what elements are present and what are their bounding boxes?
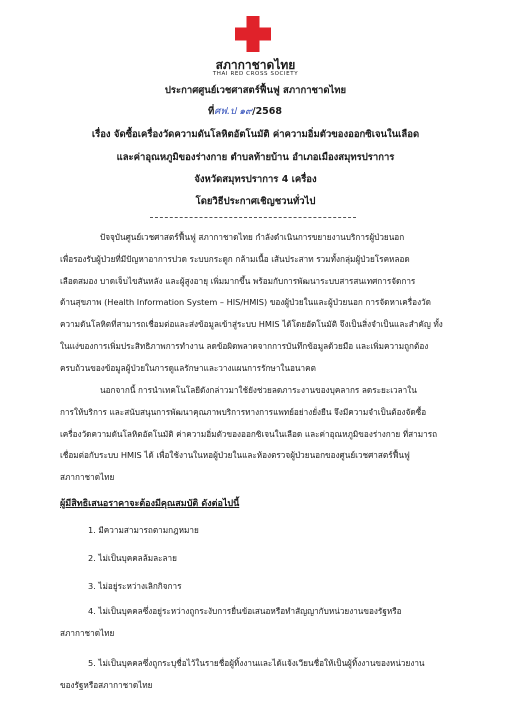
doc-number-handwritten: ศฟ.ป ๑๙: [214, 106, 253, 117]
paragraph-line: ความดันโลหิตที่สามารถเชื่อมต่อและส่งข้อมูลเข้าสู่ระบบ HMIS ได้โดยอัตโนมัติ จึงเป็นสิ่งจำเป็นและสำคัญ ทั้ง: [60, 319, 443, 330]
list-item-text: 5. ไม่เป็นบุคคลซึ่งถูกระบุชื่อไว้ในรายชื่อผู้ทิ้งงานและได้แจ้งเวียนชื่อให้เป็นผู้ทิ้งงานของหน่วยงาน: [88, 658, 425, 668]
org-name-en: THAI RED CROSS SOCIETY: [212, 71, 299, 77]
paragraph-line: เลือดสมอง บาดเจ็บไขสันหลัง และผู้สูงอายุ เพิ่มมากขึ้น พร้อมกับการพัฒนาระบบสารสนเทศการจัดการ: [60, 275, 416, 286]
qualifications-heading: ผู้มีสิทธิเสนอราคาจะต้องมีคุณสมบัติ ดังต่อไปนี้: [60, 499, 240, 509]
document-number: [208, 104, 282, 119]
paragraph-line: ในแง่ของการเพิ่มประสิทธิภาพการทำงาน ลดข้อผิดพลาดจากการบันทึกข้อมูลด้วยมือ และเพิ่มความถูกต้อง: [60, 340, 429, 351]
org-name-th: สภากาชาดไทย: [215, 58, 296, 72]
list-item-text: 2. ไม่เป็นบุคคลล้มละลาย: [88, 553, 177, 563]
list-item: [60, 600, 480, 644]
paragraph-line: ด้านสุขภาพ (Health Information System – HIS/HMIS) ของผู้ป่วยในและผู้ป่วยนอก การจัดหาเครื่องวัด: [60, 297, 431, 308]
list-item-text-continued: สภากาชาดไทย: [60, 628, 115, 638]
red-cross-icon: [233, 14, 273, 54]
paragraph-line: เชื่อมต่อกับระบบ HMIS ได้ เพื่อใช้งานในหอผู้ป่วยในและห้องตรวจผู้ป่วยนอกของศูนย์เวชศาสตร์ฟื้นฟู: [60, 450, 410, 461]
list-item-text: 3. ไม่อยู่ระหว่างเลิกกิจการ: [88, 581, 182, 591]
paragraph-line: นอกจากนี้ การนำเทคโนโลยีดังกล่าวมาใช้ยังช่วยลดภาระงานของบุคลากร ลดระยะเวลาใน: [100, 385, 417, 395]
paragraph-line: การให้บริการ และสนับสนุนการพัฒนาคุณภาพบริการทางการแพทย์อย่างยั่งยืน จึงมีความจำเป็นต้องจัดซื้อ: [60, 406, 427, 417]
list-item: [60, 547, 480, 569]
paragraph-line: สภากาชาดไทย: [60, 472, 115, 483]
announcement-title: ประกาศศูนย์เวชศาสตร์ฟื้นฟู สภากาชาดไทย: [164, 85, 347, 96]
doc-number-prefix: ที่: [208, 106, 215, 117]
subject-line-1: เรื่อง จัดซื้อเครื่องวัดความดันโลหิตอัตโนมัติ ค่าความอิ่มตัวของออกซิเจนในเลือด: [91, 129, 420, 140]
list-item: [60, 575, 480, 597]
paragraph-line: ครบถ้วนของข้อมูลผู้ป่วยในการดูแลรักษาและวางแผนการรักษาในอนาคต: [60, 362, 316, 373]
subject-line-3: จังหวัดสมุทรปราการ 4 เครื่อง: [194, 174, 317, 185]
paragraph-line: เพื่อรองรับผู้ป่วยที่มีปัญหาอาการปวด ระบบกระดูก กล้ามเนื้อ เส้นประสาท รวมทั้งกลุ่มผู้ป่วยโรคหลอด: [60, 253, 410, 264]
body-paragraph-1: [60, 227, 480, 380]
subject-line-4: โดยวิธีประกาศเชิญชวนทั่วไป: [195, 196, 316, 207]
subject-line-2: และค่าอุณหภูมิของร่างกาย ตำบลท้ายบ้าน อำเภอเมืองสมุทรปราการ: [116, 152, 395, 163]
paragraph-line: เครื่องวัดความดันโลหิตอัตโนมัติ ค่าความอิ่มตัวของออกซิเจนในเลือด และค่าอุณหภูมิของร่างกาย ที่สามารถ: [60, 428, 438, 439]
list-item-text-continued: ของรัฐหรือสภากาชาดไทย: [60, 680, 153, 690]
paragraph-line: ปัจจุบันศูนย์เวชศาสตร์ฟื้นฟู สภากาชาดไทย กำลังดำเนินการขยายงานบริการผู้ป่วยนอก: [100, 232, 405, 242]
list-item-text: 1. มีความสามารถตามกฎหมาย: [88, 525, 199, 535]
divider: [150, 217, 356, 218]
list-item: [60, 652, 480, 696]
body-paragraph-2: [60, 380, 480, 489]
list-item: [60, 519, 480, 541]
list-item-text: 4. ไม่เป็นบุคคลซึ่งอยู่ระหว่างถูกระงับการยื่นข้อเสนอหรือทำสัญญากับหน่วยงานของรัฐหรือ: [88, 606, 402, 616]
doc-number-suffix: /2568: [252, 106, 283, 117]
